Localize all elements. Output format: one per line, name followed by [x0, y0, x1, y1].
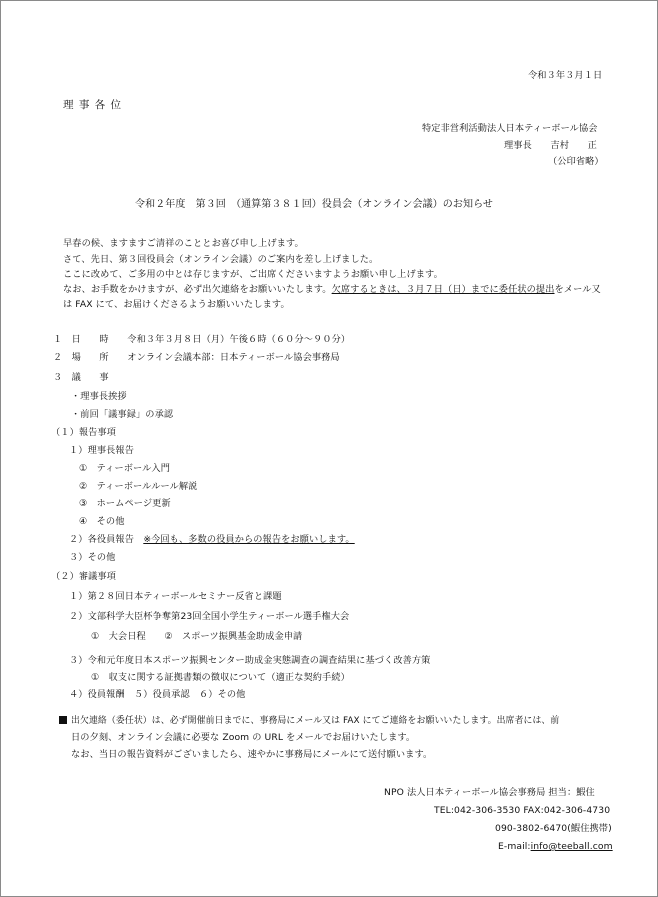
contact-tel-fax: TEL:042-306-3530 FAX:042-306-4730	[434, 805, 611, 816]
square-bullet-icon	[59, 716, 67, 724]
intro-line-1: 早春の候、ますますご清祥のこととお喜び申し上げます。	[63, 238, 304, 249]
issue-date: 令和３年３月１日	[528, 70, 603, 81]
intro-line-4-post: をメール又	[554, 284, 601, 295]
notice-line-3: なお、当日の報告資料がございましたら、速やかに事務局にメールにて送付願います。	[71, 749, 433, 760]
absence-deadline-note: 欠席するときは、３月７日（日）までに委任状の提出	[331, 284, 555, 295]
contact-email	[498, 841, 613, 853]
intro-line-2: さて、先日、第３回役員会（オンライン会議）のご案内を差し上げました。	[63, 254, 379, 265]
contact-mobile: 090-3802-6470(鰕住携帯)	[495, 823, 612, 834]
deliberation-1: １）第２８回日本ティーボールセミナー反省と課題	[69, 591, 282, 602]
email-link[interactable]: info@teeball.com	[530, 841, 613, 852]
agenda-minutes: ・前回「議事録」の承認	[71, 409, 174, 420]
deliberation-3: ３）令和元年度日本スポーツ振興センター助成金実態調査の調査結果に基づく改善方策	[69, 655, 431, 666]
deliberation-3-sub: ① 収支に関する証拠書類の徴収について（適正な契約手続）	[91, 672, 350, 683]
addressee: 理 事 各 位	[63, 99, 123, 111]
deliberation-heading: （２）審議事項	[51, 571, 117, 582]
report-3: ３）その他	[69, 552, 116, 563]
intro-line-5: は FAX にて、お届けくださるようお願いいたします。	[63, 299, 290, 310]
seal-note: （公印省略）	[548, 156, 604, 167]
email-label: E-mail:	[498, 841, 531, 852]
report-1-a: ① ティーボール入門	[79, 463, 171, 474]
intro-line-4	[63, 284, 601, 296]
report-2-note: ※今回も、多数の役員からの報告をお願いします。	[143, 534, 355, 545]
deliberation-4: ４）役員報酬 ５）役員承認 ６）その他	[69, 689, 246, 700]
organization-name: 特定非営利活動法人日本ティーボール協会	[422, 123, 598, 134]
intro-line-3: ここに改めて、ご多用の中とは存じますが、ご出席くださいますようお願い申し上げます。	[63, 269, 443, 280]
chair-name: 理事長 吉村 正	[504, 140, 597, 151]
contact-office: NPO 法人日本ティーボール協会事務局 担当：鰕住	[384, 787, 595, 798]
report-2	[69, 534, 355, 546]
document-title: 令和２年度 第３回 （通算第３８１回）役員会（オンライン会議）のお知らせ	[135, 199, 493, 210]
agenda-greeting: ・理事長挨拶	[71, 391, 127, 402]
report-1-b: ② ティーボールルール解説	[79, 481, 198, 492]
notice-line-1: 出欠連絡（委任状）は、必ず開催前日までに、事務局にメール又は FAX にてご連絡をお願いいたします。出席者には、前	[71, 716, 560, 726]
deliberation-2: ２）文部科学大臣杯争奪第23回全国小学生ティーボール選手権大会	[69, 611, 350, 622]
report-2-label: ２）各役員報告	[69, 534, 144, 545]
intro-line-4-pre: なお、お手数をかけますが、必ず出欠連絡をお願いいたします。	[63, 284, 332, 295]
meeting-place-row: ２ 場 所 オンライン会議本部：日本ティーボール協会事務局	[53, 352, 340, 363]
report-1: １）理事長報告	[69, 445, 135, 456]
meeting-date-row: １ 日 時 令和３年３月８日（月）午後６時（６０分～９０分）	[53, 334, 351, 345]
deliberation-2-sub: ① 大会日程 ② スポーツ振興基金助成金申請	[91, 631, 303, 642]
reports-heading: （１）報告事項	[51, 427, 117, 438]
report-1-d: ④ その他	[79, 516, 125, 527]
notice-line-2: 日の夕刻、オンライン会議に必要な Zoom の URL をメールでお届けいたします。	[71, 732, 416, 743]
agenda-row: ３ 議 事	[53, 372, 109, 383]
report-1-c: ③ ホームページ更新	[79, 498, 171, 509]
